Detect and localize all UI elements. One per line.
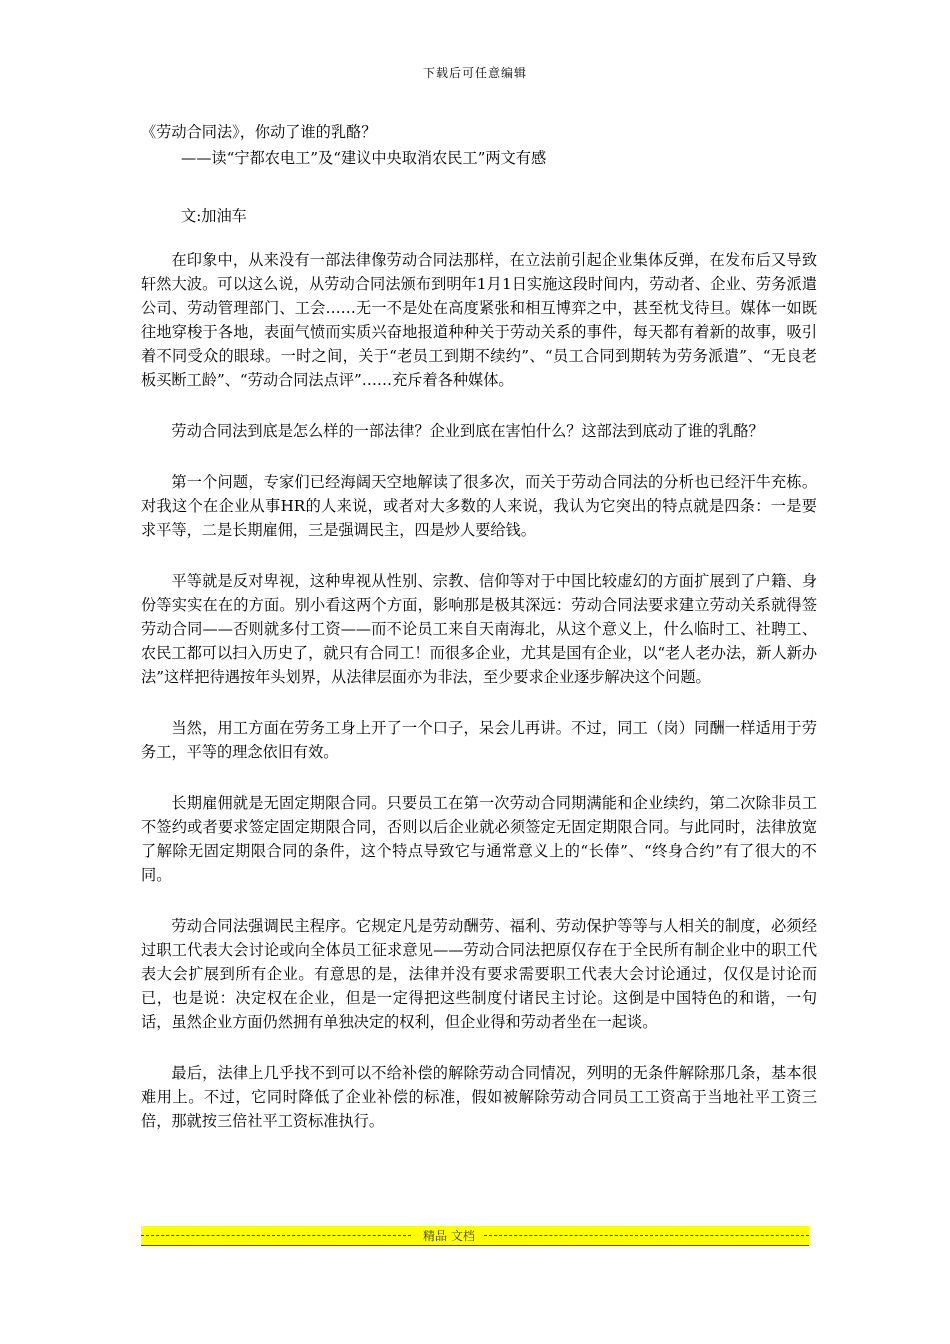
paragraph: 劳动合同法强调民主程序。它规定凡是劳动酬劳、福利、劳动保护等等与人相关的制度，必须经过职工代表大会讨论或向全体员工征求意见——劳动合同法把原仅存在于全民所有制企业中的职工代表大会扩展到所有企业。有意思的是，法律并没有要求需要职工代表大会讨论通过，仅仅是讨论而已，也是说：决定权在企业，但是一定得把这些制度付诸民主讨论。这倒是中国特色的和谐，一句话，虽然企业方面仍然拥有单独决定的权利，但企业得和劳动者坐在一起谈。 (141, 917, 817, 1031)
paragraph: 劳动合同法到底是怎么样的一部法律？企业到底在害怕什么？这部法到底动了谁的乳酪？ (171, 422, 764, 440)
footer-banner (141, 1226, 809, 1246)
article-title: 《劳动合同法》，你动了谁的乳酪？ (141, 123, 377, 141)
paragraph: 在印象中，从来没有一部法律像劳动合同法那样，在立法前引起企业集体反弹，在发布后又导致轩然大波。可以这么说，从劳动合同法颁布到明年1月1日实施这段时间内，劳动者、企业、劳务派遣公司、劳动管理部门、工会……无一不是处在高度紧张和相互博弈之中，甚至枕戈待旦。媒体一如既往地穿梭于各地，表面气愤而实质兴奋地报道种种关于劳动关系的事件，每天都有着新的故事，吸引着不同受众的眼球。一时之间，关于“老员工到期不续约”、“员工合同到期转为劳务派遣”、“无良老板买断工龄”、“劳动合同法点评”……充斥着各种媒体。 (141, 251, 817, 389)
footer-dash-right (484, 1235, 809, 1236)
paragraph: 最后，法律上几乎找不到可以不给补偿的解除劳动合同情况，列明的无条件解除那几条，基本很难用上。不过，它同时降低了企业补偿的标准，假如被解除劳动合同员工工资高于当地社平工资三倍，那就按三倍社平工资标准执行。 (141, 1064, 817, 1130)
footer-label: 精品 文档 (423, 1229, 475, 1243)
article-author: 文:加油车 (181, 207, 247, 225)
paragraph: 第一个问题，专家们已经海阔天空地解读了很多次，而关于劳动合同法的分析也已经汗牛充栋。对我这个在企业从事HR的人来说，或者对大多数的人来说，我认为它突出的特点就是四条：一是要求平等，二是长期雇佣，三是强调民主，四是炒人要给钱。 (141, 473, 817, 539)
footer-underline (141, 1245, 809, 1246)
article-body (141, 248, 817, 1160)
paragraph: 当然，用工方面在劳务工身上开了一个口子，呆会儿再讲。不过，同工（岗）同酬一样适用于劳务工，平等的理念依旧有效。 (141, 719, 817, 761)
paragraph: 平等就是反对卑视，这种卑视从性别、宗教、信仰等对于中国比较虚幻的方面扩展到了户籍、身份等实实在在的方面。别小看这两个方面，影响那是极其深远：劳动合同法要求建立劳动关系就得签劳动合同——否则就多付工资——而不论员工来自天南海北，从这个意义上，什么临时工、社聘工、农民工都可以扫入历史了，就只有合同工！而很多企业，尤其是国有企业，以“老人老办法，新人新办法”这样把待遇按年头划界，从法律层面亦为非法，至少要求企业逐步解决这个问题。 (141, 572, 818, 686)
paragraph: 长期雇佣就是无固定期限合同。只要员工在第一次劳动合同期满能和企业续约，第二次除非员工不签约或者要求签定固定期限合同，否则以后企业就必须签定无固定期限合同。与此同时，法律放宽了解除无固定期限合同的条件，这个特点导致它与通常意义上的“长俸”、“终身合约”有了很大的不同。 (141, 794, 817, 884)
header-note: 下载后可任意编辑 (422, 66, 527, 80)
article-subtitle: ——读“宁都农电工”及“建议中央取消农民工”两文有感 (181, 149, 547, 167)
footer-dash-left (141, 1235, 411, 1236)
